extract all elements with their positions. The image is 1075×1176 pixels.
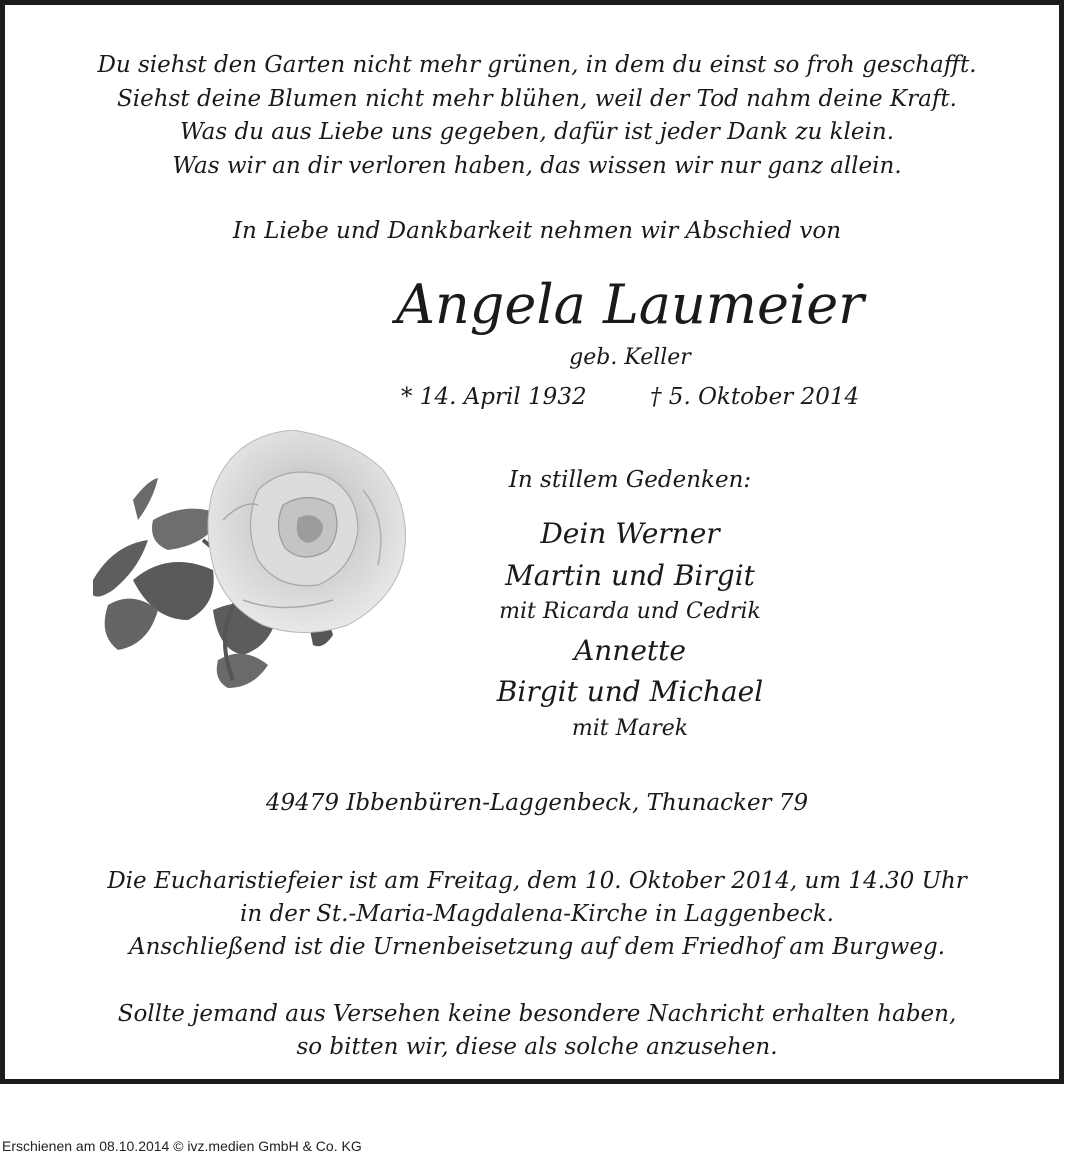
address: 49479 Ibbenbüren-Laggenbeck, Thunacker 79: [265, 790, 809, 816]
poem-line: Siehst deine Blumen nicht mehr blühen, weil der Tod nahm deine Kraft.: [117, 85, 957, 112]
notice-text: [5, 998, 1069, 1064]
publication-footer: Erschienen am 08.10.2014 © ivz.medien GmbH & Co. KG: [2, 1138, 362, 1154]
mourner-name: Dein Werner: [540, 517, 720, 550]
mourner-name: Martin und Birgit: [505, 559, 755, 592]
service-line: in der St.-Maria-Magdalena-Kirche in Laggenbeck.: [240, 901, 834, 927]
mourners-heading: In stillem Gedenken:: [508, 467, 752, 493]
deceased-name: Angela Laumeier: [396, 273, 864, 336]
service-line: Anschließend ist die Urnenbeisetzung auf dem Friedhof am Burgweg.: [128, 934, 946, 960]
service-info: [5, 865, 1069, 964]
mourner-name: Birgit und Michael: [496, 675, 764, 708]
mourner-subline: mit Ricarda und Cedrik: [499, 599, 761, 624]
poem-line: Was du aus Liebe uns gegeben, dafür ist jeder Dank zu klein.: [179, 119, 895, 145]
poem-line: Was wir an dir verloren haben, das wissen wir nur ganz allein.: [172, 152, 902, 179]
rose-icon: [93, 430, 418, 688]
mourner-subline: mit Marek: [571, 716, 689, 741]
poem: [5, 49, 1069, 183]
birth-date: * 14. April 1932: [401, 384, 587, 410]
maiden-name: geb. Keller: [569, 345, 691, 370]
death-date: † 5. Oktober 2014: [650, 384, 860, 410]
notice-line: so bitten wir, diese als solche anzusehen.: [296, 1034, 778, 1060]
mourner-name: Annette: [574, 634, 686, 667]
poem-line: Du siehst den Garten nicht mehr grünen, in dem du einst so froh geschafft.: [97, 52, 977, 78]
farewell-text: In Liebe und Dankbarkeit nehmen wir Abschied von: [232, 218, 842, 244]
service-line: Die Eucharistiefeier ist am Freitag, dem 10. Oktober 2014, um 14.30 Uhr: [107, 868, 967, 894]
notice-line: Sollte jemand aus Versehen keine besondere Nachricht erhalten haben,: [117, 1001, 957, 1027]
